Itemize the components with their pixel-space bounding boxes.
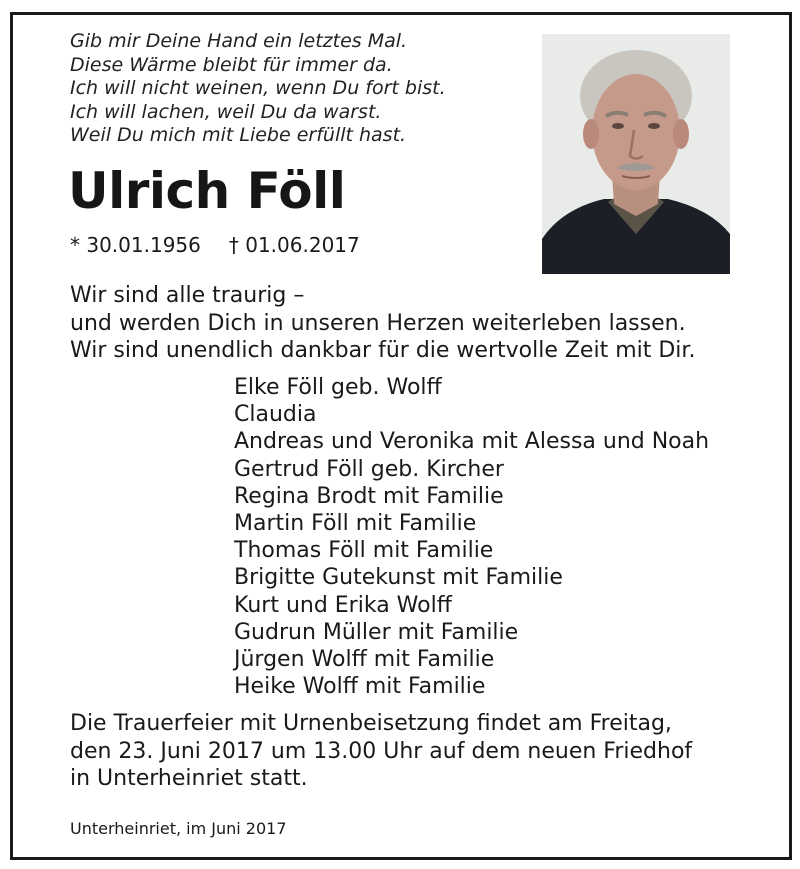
mourner-item: Brigitte Gutekunst mit Familie <box>234 565 563 591</box>
poem-line: Gib mir Deine Hand ein letztes Mal. <box>70 30 408 52</box>
mourner-item: Thomas Föll mit Familie <box>234 538 494 564</box>
funeral-info <box>70 710 692 793</box>
mourner-item: Jürgen Wolff mit Familie <box>234 647 495 673</box>
poem-line: Ich will nicht weinen, wenn Du fort bist. <box>70 77 446 99</box>
mourner-item: Andreas und Veronika mit Alessa und Noah <box>234 429 710 455</box>
death-date: † 01.06.2017 <box>228 233 360 257</box>
message-line: Wir sind unendlich dankbar für die wertvolle Zeit mit Dir. <box>70 338 696 363</box>
deceased-name: Ulrich Föll <box>68 162 346 220</box>
message-line: Wir sind alle traurig – <box>70 283 305 308</box>
mourner-item: Gertrud Föll geb. Kircher <box>234 456 504 482</box>
portrait-image <box>542 34 730 274</box>
portrait-photo <box>542 34 730 274</box>
message-line: und werden Dich in unseren Herzen weiterleben lassen. <box>70 310 686 336</box>
poem-line: Weil Du mich mit Liebe erfüllt hast. <box>70 124 407 146</box>
mourner-item: Claudia <box>234 402 317 428</box>
mourner-item: Martin Föll mit Familie <box>234 511 477 537</box>
life-dates <box>70 232 360 258</box>
poem-line: Diese Wärme bleibt für immer da. <box>70 53 393 76</box>
place-date: Unterheinriet, im Juni 2017 <box>70 819 287 838</box>
funeral-line: Die Trauerfeier mit Urnenbeisetzung findet am Freitag, <box>70 711 672 736</box>
mourner-item: Elke Föll geb. Wolff <box>234 375 442 400</box>
funeral-line: in Unterheinriet statt. <box>70 766 308 791</box>
mourner-item: Gudrun Müller mit Familie <box>234 619 519 645</box>
funeral-line: den 23. Juni 2017 um 13.00 Uhr auf dem neuen Friedhof <box>70 738 693 764</box>
mourner-item: Kurt und Erika Wolff <box>234 592 452 618</box>
poem <box>70 30 446 148</box>
mourner-item: Regina Brodt mit Familie <box>234 483 504 509</box>
mourning-message <box>70 282 695 365</box>
birth-date: * 30.01.1956 <box>70 233 201 257</box>
mourner-item: Heike Wolff mit Familie <box>234 674 486 700</box>
poem-line: Ich will lachen, weil Du da warst. <box>70 100 382 123</box>
mourners-list <box>234 374 709 700</box>
